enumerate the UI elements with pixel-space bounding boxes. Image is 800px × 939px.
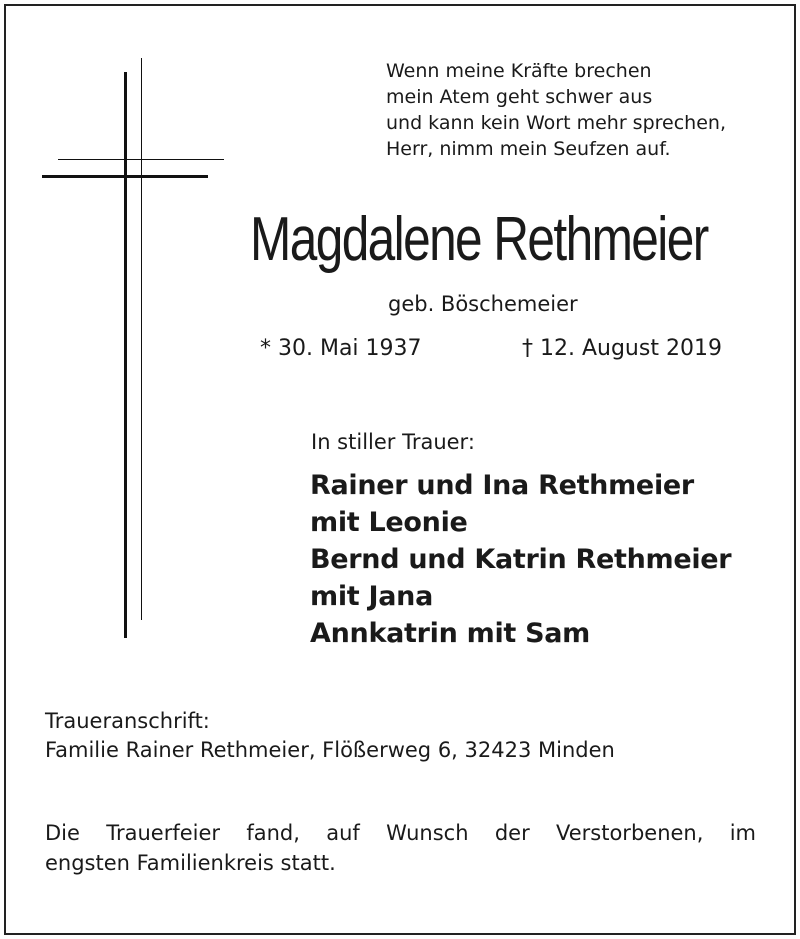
cross-vertical-thin-line (141, 58, 142, 620)
cross-horizontal-thin-line (58, 159, 224, 160)
born-name: geb. Böschemeier (388, 292, 578, 316)
death-date: † 12. August 2019 (522, 336, 722, 361)
address-label: Traueranschrift: (45, 709, 210, 733)
cross-vertical-bar (124, 72, 127, 638)
birth-date: * 30. Mai 1937 (260, 336, 422, 361)
mourner-line: Annkatrin mit Sam (310, 618, 591, 649)
poem-line: und kann kein Wort mehr sprechen, (386, 112, 726, 134)
mourner-line: Bernd und Katrin Rethmeier (310, 544, 732, 575)
deceased-name: Magdalene Rethmeier (250, 205, 708, 274)
cross-horizontal-bar (42, 175, 208, 178)
notice-line: Die Trauerfeier fand, auf Wunsch der Verstorbenen, im (45, 821, 756, 845)
mourners-list (310, 467, 731, 652)
poem-line: Herr, nimm mein Seufzen auf. (386, 138, 671, 160)
mourning-address: Familie Rainer Rethmeier, Flößerweg 6, 32423 Minden (45, 738, 615, 762)
poem (386, 58, 726, 162)
mourner-line: Rainer und Ina Rethmeier (310, 470, 694, 501)
funeral-notice (45, 818, 756, 878)
mourning-intro: In stiller Trauer: (311, 430, 475, 454)
notice-line: engsten Familienkreis statt. (45, 851, 336, 875)
mourner-line: mit Leonie (310, 507, 468, 538)
poem-line: mein Atem geht schwer aus (386, 86, 653, 108)
mourner-line: mit Jana (310, 581, 434, 612)
poem-line: Wenn meine Kräfte brechen (386, 60, 652, 82)
